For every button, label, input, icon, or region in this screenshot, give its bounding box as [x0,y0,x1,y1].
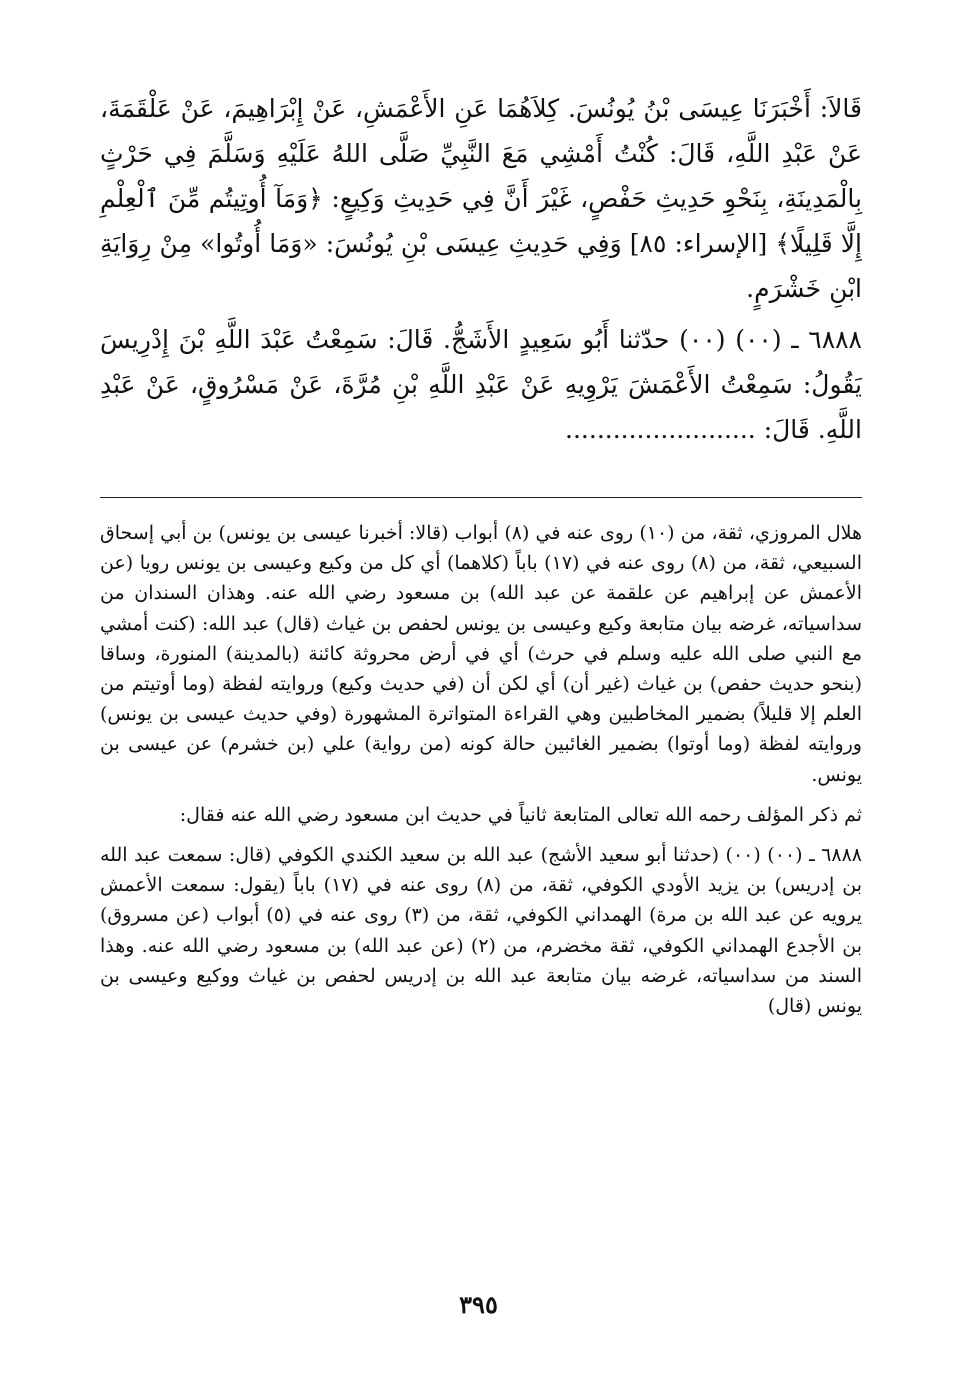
commentary-paragraph: ثم ذكر المؤلف رحمه الله تعالى المتابعة ثانياً في حديث ابن مسعود رضي الله عنه فقال: [179,803,862,826]
hadith-text [100,86,862,452]
footnote-divider [100,497,862,498]
hadith-paragraph: قَالاَ: أَخْبَرَنَا عِيسَى بْنُ يُونُسَ. كِلاَهُمَا عَنِ الأَعْمَشِ، عَنْ إِبْرَاهِيمَ، عَنْ عَلْقَمَةَ، عَنْ عَبْدِ اللَّهِ، قَالَ: كُنْتُ أَمْشِي مَعَ النَّبِيِّ صَلَّى اللهُ عَلَيْهِ وَسَلَّمَ فِي حَرْثٍ بِالْمَدِينَةِ، بِنَحْوِ حَدِيثِ حَفْصٍ، غَيْرَ أَنَّ فِي حَدِيثِ وَكِيعٍ: ﴿وَمَآ أُوتِيتُم مِّنَ ٱلْعِلْمِ إِلَّا قَلِيلًا﴾ [الإسراء: ٨٥] وَفِي حَدِيثِ عِيسَى بْنِ يُونُسَ: «وَمَا أُوتُوا» مِنْ رِوَايَةِ ابْنِ خَشْرَمٍ. [100,94,862,303]
page-number: ٣٩٥ [459,1290,498,1319]
hadith-paragraph: ٦٨٨٨ ـ (٠٠) (٠٠) حدّثنا أَبُو سَعِيدٍ الأَشَجُّ. قَالَ: سَمِعْتُ عَبْدَ اللَّهِ بْنَ إِدْرِيسَ يَقُولُ: سَمِعْتُ الأَعْمَشَ يَرْوِيهِ عَنْ عَبْدِ اللَّهِ بْنِ مُرَّةَ، عَنْ مَسْرُوقٍ، عَنْ عَبْدِ اللَّهِ. قَالَ: ........................ [100,325,862,444]
commentary-paragraph: هلال المروزي، ثقة، من (١٠) روى عنه في (٨) أبواب (قالا: أخبرنا عيسى بن يونس) بن أبي إسحاق السبيعي، ثقة، من (٨) روى عنه في (١٧) باباً (كلاهما) أي كل من وكيع وعيسى بن يونس رويا (عن الأعمش عن إبراهيم عن علقمة عن عبد الله) بن مسعود رضي الله عنه. وهذان السندان من سداسياته، غرضه بيان متابعة وكيع وعيسى بن يونس لحفص بن غياث (قال) عبد الله: (كنت أمشي مع النبي صلى الله عليه وسلم في حرث) أي في أرض محروثة كائنة (بالمدينة) المنورة، وساقا (بنحو حديث حفص) بن غياث (غير أن) أي لكن أن (في حديث وكيع) وروايته لفظة (وما أوتيتم من العلم إلا قليلاً) بضمير المخاطبين وهي القراءة المتواترة المشهورة (وفي حديث عيسى بن يونس) وروايته لفظة (وما أوتوا) بضمير الغائبين حالة كونه (من رواية) علي (بن خشرم) عن عيسى بن يونس. [100,522,862,786]
commentary-text [100,518,862,1021]
commentary-paragraph: ٦٨٨٨ ـ (٠٠) (٠٠) (حدثنا أبو سعيد الأشج) عبد الله بن سعيد الكندي الكوفي (قال: سمعت عبد الله بن إدريس) بن يزيد الأودي الكوفي، ثقة، من (٨) روى عنه في (١٧) باباً (يقول: سمعت الأعمش يرويه عن عبد الله بن مرة) الهمداني الكوفي، ثقة، من (٣) روى عنه في (٥) أبواب (عن مسروق) بن الأجدع الهمداني الكوفي، ثقة مخضرم، من (٢) (عن عبد الله) بن مسعود رضي الله عنه. وهذا السند من سداسياته، غرضه بيان متابعة عبد الله بن إدريس لحفص بن غياث ووكيع وعيسى بن يونس (قال) [100,844,863,1018]
